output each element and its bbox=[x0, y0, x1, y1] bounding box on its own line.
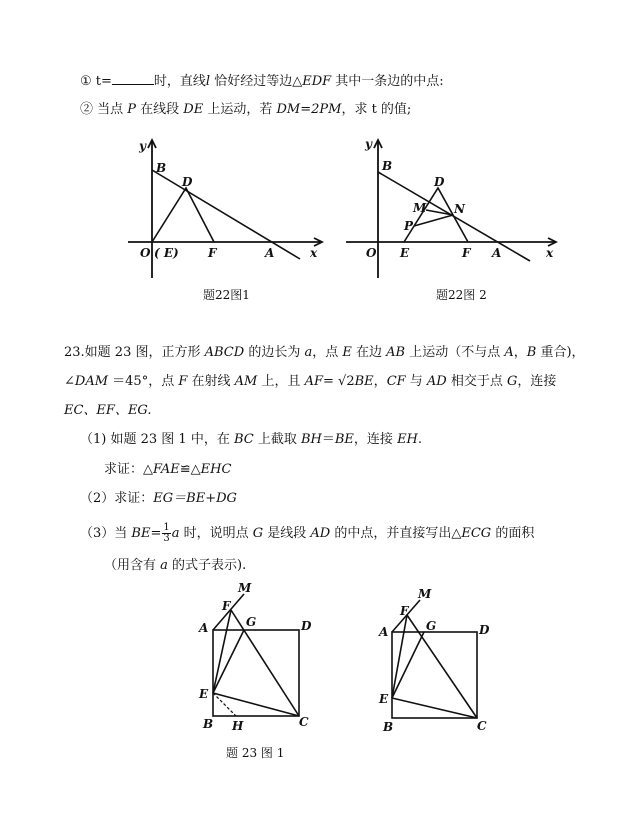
text: 是线段 bbox=[263, 526, 311, 541]
math: P bbox=[127, 102, 137, 117]
math: BE bbox=[131, 526, 151, 541]
label-F: F bbox=[208, 246, 217, 260]
label-M: M bbox=[413, 201, 427, 215]
label-D: D bbox=[479, 623, 490, 637]
square-abcd bbox=[392, 632, 477, 718]
label-F: F bbox=[222, 599, 231, 613]
text: ，求 t 的值; bbox=[341, 102, 412, 117]
text: = bbox=[150, 526, 162, 541]
label-D: D bbox=[434, 175, 445, 189]
label-N: N bbox=[454, 202, 465, 216]
text: 与 bbox=[405, 374, 427, 389]
math: AF bbox=[304, 374, 324, 389]
label-M: M bbox=[238, 581, 252, 595]
numerator: 1 bbox=[163, 522, 170, 533]
text: 重合)， bbox=[536, 345, 585, 360]
label-H: H bbox=[232, 719, 244, 733]
text: 上截取 bbox=[253, 432, 301, 447]
text: （2）求证： bbox=[80, 491, 154, 506]
math: l bbox=[205, 74, 211, 89]
math: BE bbox=[334, 432, 354, 447]
text: 时，直线 bbox=[153, 74, 206, 89]
label-C: C bbox=[299, 715, 309, 729]
label-A: A bbox=[199, 621, 209, 635]
text: = √2 bbox=[323, 374, 355, 389]
text: ＝45°，点 bbox=[108, 374, 179, 389]
label-A: A bbox=[379, 625, 389, 639]
caption-fig-23-1: 题 23 图 1 bbox=[226, 746, 285, 760]
math: ABCD bbox=[204, 345, 245, 360]
caption-fig-22-2: 题22图 2 bbox=[436, 288, 487, 302]
text: 的面积 bbox=[491, 526, 535, 541]
math: AD bbox=[310, 526, 331, 541]
label-O: O bbox=[140, 246, 151, 260]
math: CF bbox=[386, 374, 406, 389]
label-y: y bbox=[139, 139, 146, 153]
label-D: D bbox=[301, 619, 312, 633]
label-B: B bbox=[383, 720, 394, 734]
math: EH bbox=[397, 432, 418, 447]
label-E: E bbox=[199, 687, 209, 701]
label-A: A bbox=[265, 246, 275, 260]
math: FAE bbox=[153, 462, 180, 477]
math: DE bbox=[183, 102, 204, 117]
text: 在边 bbox=[351, 345, 387, 360]
denominator: 3 bbox=[163, 533, 170, 544]
text: 时，说明点 bbox=[179, 526, 253, 541]
text: 的中点，并直接写出△ bbox=[330, 526, 462, 541]
math: AM bbox=[234, 374, 258, 389]
text: 在射线 bbox=[187, 374, 235, 389]
math: EDF bbox=[302, 74, 332, 89]
label-O: O bbox=[366, 246, 377, 260]
text: ① t= bbox=[80, 74, 112, 89]
math: BE bbox=[354, 374, 374, 389]
text: （用含有 bbox=[104, 558, 161, 573]
text: ② 当点 bbox=[80, 102, 128, 117]
label-P: P bbox=[404, 219, 414, 233]
text: ≌△ bbox=[179, 462, 201, 477]
segment-fc bbox=[407, 615, 477, 718]
segment-eg bbox=[392, 632, 424, 698]
text: ，连接 bbox=[517, 374, 557, 389]
math: DAM bbox=[74, 374, 109, 389]
math: E bbox=[342, 345, 352, 360]
label-G: G bbox=[426, 619, 437, 633]
label-x: x bbox=[310, 246, 318, 260]
math: a bbox=[171, 526, 180, 541]
text: （3）当 bbox=[80, 526, 132, 541]
label-B: B bbox=[203, 717, 214, 731]
text: （1) 如题 23 图 1 中，在 bbox=[80, 432, 234, 447]
text: ， bbox=[513, 345, 527, 360]
math: AB bbox=[386, 345, 406, 360]
text: 的式子表示). bbox=[167, 558, 247, 573]
math: AD bbox=[426, 374, 447, 389]
label-y: y bbox=[365, 137, 372, 151]
text: 上，且 bbox=[257, 374, 305, 389]
label-A: A bbox=[492, 246, 502, 260]
math: a bbox=[304, 345, 313, 360]
text: ∠ bbox=[64, 374, 75, 389]
text: 上运动，若 bbox=[203, 102, 277, 117]
label-E: ( E) bbox=[154, 246, 179, 260]
segment-ec bbox=[392, 698, 477, 718]
label-E: E bbox=[400, 246, 410, 260]
label-M: M bbox=[418, 587, 432, 601]
math: A bbox=[504, 345, 514, 360]
math: G bbox=[252, 526, 264, 541]
label-E: E bbox=[379, 692, 389, 706]
text: ＝ bbox=[321, 432, 335, 447]
caption-fig-22-1: 题22图1 bbox=[203, 288, 250, 302]
math: EHC bbox=[200, 462, 232, 477]
math: ECG bbox=[461, 526, 492, 541]
label-B: B bbox=[382, 159, 393, 173]
text: 相交于点 bbox=[446, 374, 507, 389]
math: F bbox=[178, 374, 188, 389]
label-B: B bbox=[156, 161, 167, 175]
text: ， bbox=[373, 374, 387, 389]
math: DM=2PM bbox=[276, 102, 342, 117]
math: a bbox=[160, 558, 168, 573]
text: 求证：△ bbox=[104, 462, 153, 477]
math: BC bbox=[233, 432, 254, 447]
text: 的边长为 bbox=[244, 345, 305, 360]
label-x: x bbox=[546, 246, 554, 260]
label-F: F bbox=[400, 604, 409, 618]
label-F: F bbox=[462, 246, 471, 260]
q23-line3: EC、EF、EG. bbox=[64, 403, 152, 418]
text: ，点 bbox=[312, 345, 343, 360]
label-C: C bbox=[477, 719, 487, 733]
text: 在线段 bbox=[136, 102, 184, 117]
math: EG＝BE+DG bbox=[153, 491, 237, 506]
segment-ef bbox=[392, 615, 407, 698]
text: . bbox=[417, 432, 423, 447]
text: 恰好经过等边△ bbox=[210, 74, 303, 89]
text: ，连接 bbox=[353, 432, 398, 447]
text: 23.如题 23 图，正方形 bbox=[64, 345, 205, 360]
label-G: G bbox=[246, 615, 257, 629]
math: BH bbox=[300, 432, 322, 447]
text: 其中一条边的中点: bbox=[331, 74, 444, 89]
label-D: D bbox=[182, 175, 193, 189]
text: 上运动（不与点 bbox=[405, 345, 505, 360]
math: G bbox=[507, 374, 518, 389]
math: B bbox=[526, 345, 537, 360]
